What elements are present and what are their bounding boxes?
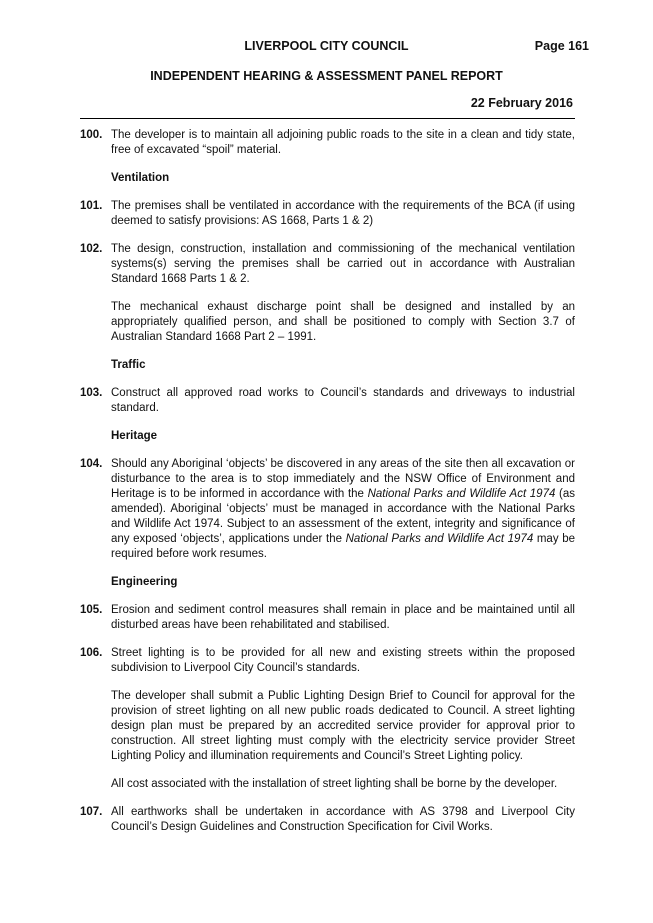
- report-title: INDEPENDENT HEARING & ASSESSMENT PANEL REPORT: [150, 69, 503, 83]
- section-heading-engineering: Engineering: [111, 576, 178, 588]
- condition-104: [80, 457, 575, 562]
- condition-text: Should any Aboriginal ‘objects’ be discovered in any areas of the site then all excavation or disturbance to the area is to stop immediately and the NSW Office of Environment and Heritage is to be informed in accordance with the National Parks and Wildlife Act 1974 (as amended). Aboriginal ‘objects’ must be managed in accordance with the National Parks and Wildlife Act 1974. Subject to an assessment of the extent, integrity and significance of any exposed ‘objects’, applications under the National Parks and Wildlife Act 1974 may be required before work resumes.: [111, 458, 576, 560]
- condition-text: The developer is to maintain all adjoining public roads to the site in a clean and tidy state, free of excavated “spoil” material.: [111, 129, 575, 156]
- condition-number: 104.: [80, 458, 103, 470]
- condition-103: [80, 386, 575, 416]
- condition-number: 107.: [80, 806, 103, 818]
- condition-number: 103.: [80, 387, 103, 399]
- condition-number: 106.: [80, 647, 103, 659]
- condition-100: [80, 128, 575, 158]
- condition-101: [80, 199, 575, 229]
- condition-number: 101.: [80, 200, 103, 212]
- section-heading-traffic: Traffic: [111, 359, 146, 371]
- council-name: LIVERPOOL CITY COUNCIL: [244, 39, 409, 53]
- condition-text: Construct all approved road works to Council’s standards and driveways to industrial standard.: [111, 387, 575, 414]
- condition-107: [80, 805, 575, 835]
- section-heading-heritage: Heritage: [111, 430, 158, 442]
- condition-text: Erosion and sediment control measures shall remain in place and be maintained until all disturbed areas have been rehabilitated and stabilised.: [111, 604, 575, 631]
- condition-text: All earthworks shall be undertaken in accordance with AS 3798 and Liverpool City Council’s Design Guidelines and Construction Specification for Civil Works.: [111, 806, 575, 833]
- condition-105: [80, 603, 575, 633]
- condition-number: 100.: [80, 129, 103, 141]
- condition-text: The premises shall be ventilated in accordance with the requirements of the BCA (if using deemed to satisfy provisions: AS 1668, Parts 1 & 2): [111, 200, 575, 227]
- section-heading-ventilation: Ventilation: [111, 172, 170, 184]
- condition-number: 102.: [80, 243, 103, 255]
- header-rule: [80, 118, 575, 119]
- condition-102: [80, 242, 575, 345]
- document-body: [80, 128, 575, 848]
- page-number: Page 161: [534, 39, 589, 53]
- report-date: 22 February 2016: [470, 96, 573, 110]
- condition-text: Street lighting is to be provided for all new and existing streets within the proposed subdivision to Liverpool City Council’s standards. The developer shall submit a Public Lighting Design Brief to Council for approval for the provision of street lighting on all new public roads dedicated to Council. A street lighting design plan must be prepared by an accredited service provider for approval prior to construction. All street lighting must comply with the electricity service provider Street Lighting Policy and illumination requirements and Council’s Street Lighting policy. All cost associated with the installation of street lighting shall be borne by the developer.: [111, 647, 575, 790]
- condition-text: The design, construction, installation and commissioning of the mechanical ventilation systems(s) serving the premises shall be carried out in accordance with Australian Standard 1668 Parts 1 & 2. The mechanical exhaust discharge point shall be designed and installed by an appropriately qualified person, and shall be positioned to comply with Section 3.7 of Australian Standard 1668 Part 2 – 1991.: [111, 243, 575, 343]
- condition-106: [80, 646, 575, 792]
- condition-number: 105.: [80, 604, 103, 616]
